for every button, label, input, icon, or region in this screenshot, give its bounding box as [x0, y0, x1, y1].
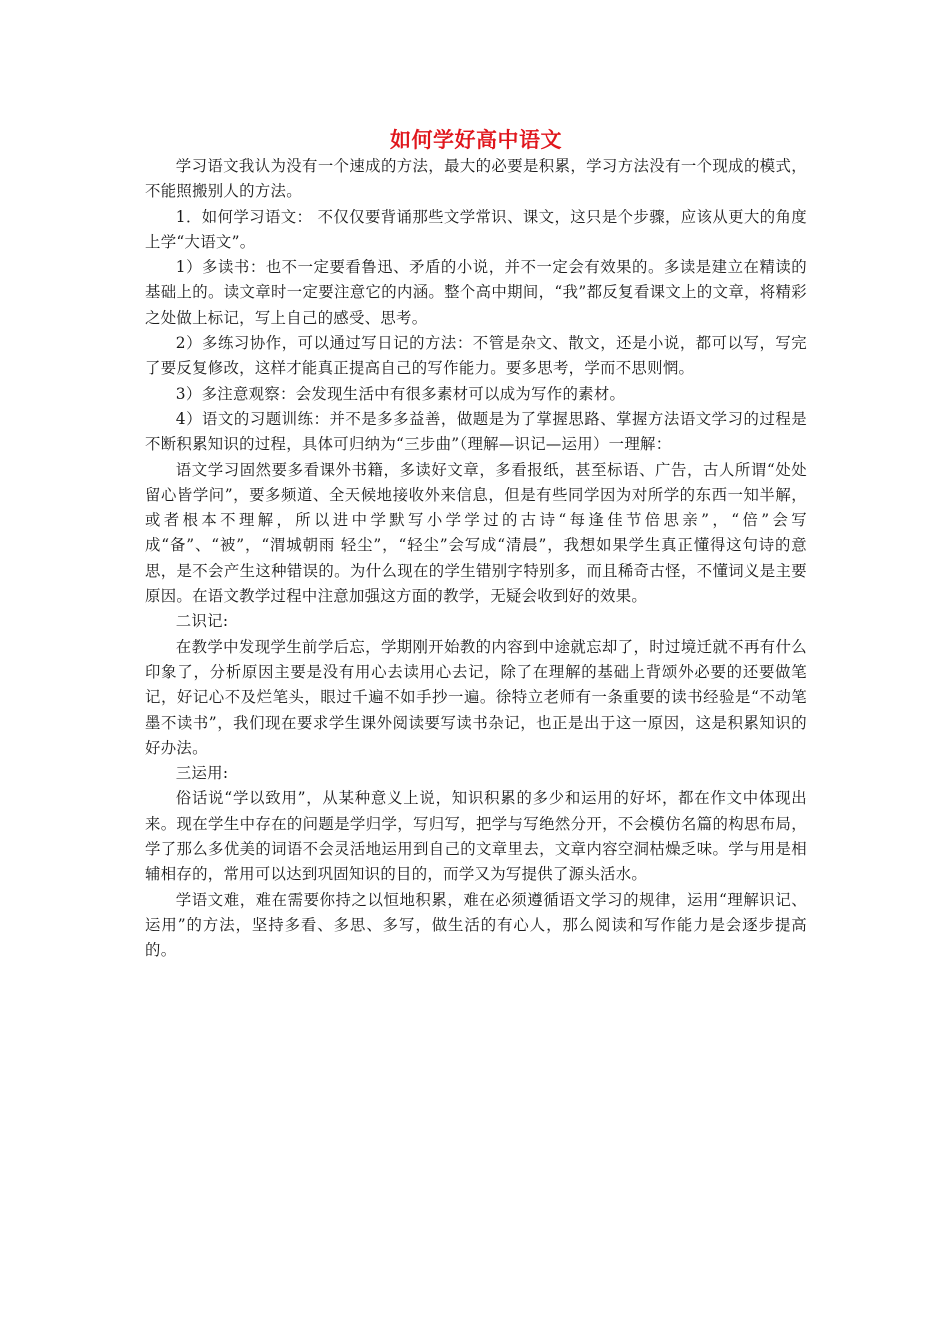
paragraph-observe: 3）多注意观察：会发现生活中有很多素材可以成为写作的素材。: [175, 384, 626, 403]
document-title: 如何学好高中语文: [390, 127, 562, 152]
paragraph-exercises: 4）语文的习题训练：并不是多多益善，做题是为了掌握思路、掌握方法语文学习的过程是不断积累知识的过程，具体可归纳为“三步曲”（理解—识记—运用）一理解：: [145, 409, 807, 454]
paragraph-conclusion: 学语文难，难在需要你持之以恒地积累，难在必须遵循语文学习的规律，运用“理解识记、运用”的方法，坚持多看、多思、多写，做生活的有心人，那么阅读和写作能力是会逐步提高的。: [145, 890, 807, 960]
paragraph-read-more: 1）多读书：也不一定要看鲁迅、矛盾的小说，并不一定会有效果的。多读是建立在精读的基础上的。读文章时一定要注意它的内涵。整个高中期间，“我”都反复看课文上的文章，将精彩之处做上标记，写上自己的感受、思考。: [145, 258, 807, 327]
paragraph-how-to-learn: 1．如何学习语文： 不仅仅要背诵那些文学常识、课文，这只是个步骤，应该从更大的角度上学“大语文”。: [145, 207, 807, 251]
paragraph-practice-writing: 2）多练习协作，可以通过写日记的方法：不管是杂文、散文，还是小说，都可以写，写完了要反复修改，这样才能真正提高自己的写作能力。要多思考，学而不思则惘。: [145, 334, 807, 378]
heading-memorize: 二识记:: [175, 612, 229, 631]
paragraph-memorize: 在教学中发现学生前学后忘，学期刚开始教的内容到中途就忘却了，时过境迁就不再有什么印象了，分析原因主要是没有用心去读用心去记，除了在理解的基础上背颂外必要的还要做笔记，好记心不及烂笔头，眼过千遍不如手抄一遍。徐特立老师有一条重要的读书经验是“不动笔墨不读书”，我们现在要求学生课外阅读要写读书杂记，也正是出于这一原因，这是积累知识的好办法。: [145, 637, 807, 757]
paragraph-apply: 俗话说“学以致用”，从某种意义上说，知识积累的多少和运用的好坏，都在作文中体现出来。现在学生中存在的问题是学归学，写归写，把学与写绝然分开，不会模仿名篇的构思布局，学了那么多优美的词语不会灵活地运用到自己的文章里去，文章内容空洞枯燥乏味。学与用是相辅相存的，常用可以达到巩固知识的目的，而学又为写提供了源头活水。: [145, 789, 807, 884]
paragraph-intro: 学习语文我认为没有一个速成的方法，最大的必要是积累，学习方法没有一个现成的模式，不能照搬别人的方法。: [145, 157, 807, 201]
document-page: [145, 126, 807, 964]
paragraph-understanding: 语文学习固然要多看课外书籍，多读好文章，多看报纸，甚至标语、广告，古人所谓“处处留心皆学问”，要多频道、全天候地接收外来信息，但是有些同学因为对所学的东西一知半解，或者根本不理解，所以进中学默写小学学过的古诗“每逢佳节倍思亲”，“倍”会写成“备”、“被”，“渭城朝雨 轻尘”，“轻尘”会写成“清晨”，我想如果学生真正懂得这句诗的意思，是不会产生这种错误的。为什么现在的学生错别字特别多，而且稀奇古怪，不懂词义是主要原因。在语文教学过程中注意加强这方面的教学，无疑会收到好的效果。: [145, 460, 807, 606]
heading-apply: 三运用:: [175, 764, 229, 783]
